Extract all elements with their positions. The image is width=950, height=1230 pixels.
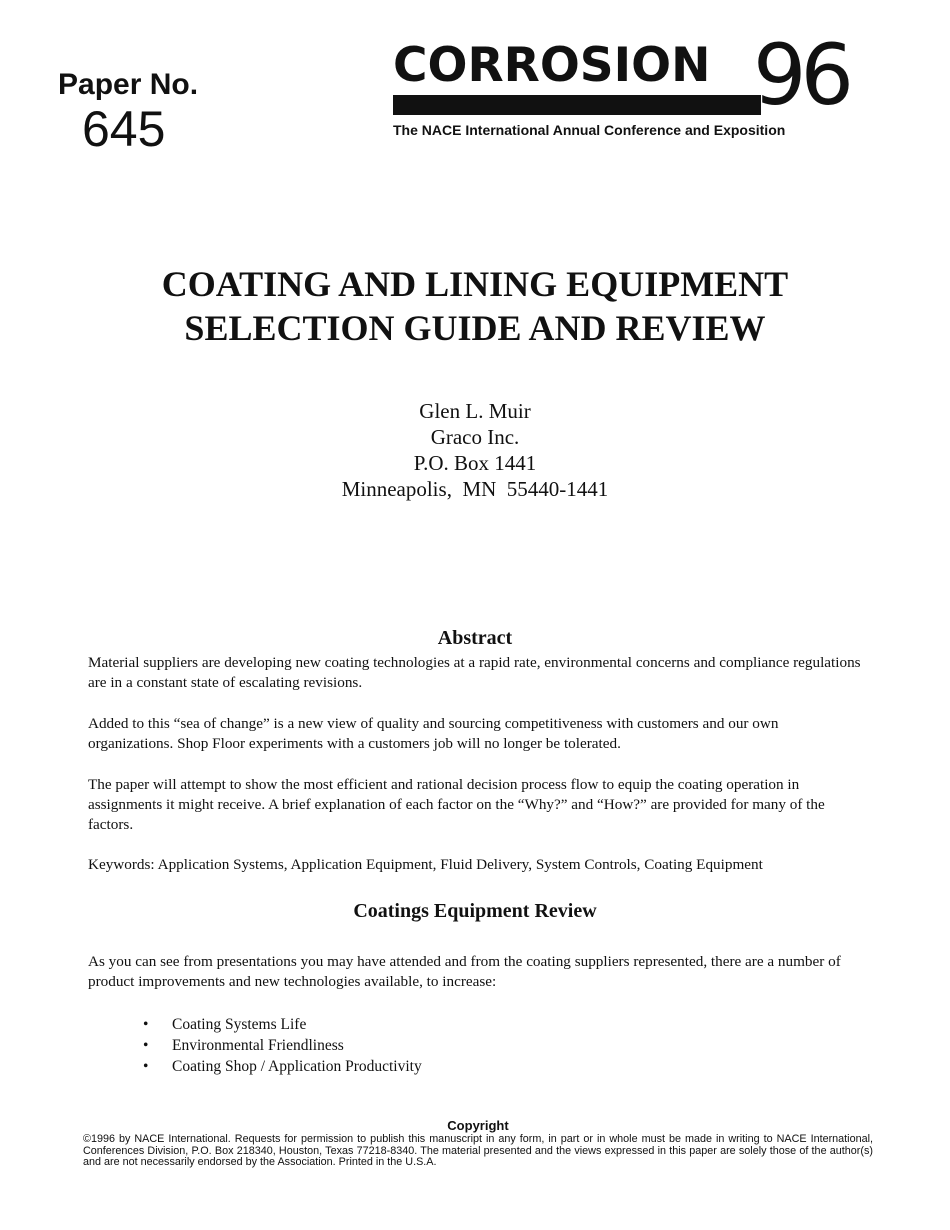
author-company: Graco Inc. xyxy=(430,425,520,449)
author-city: Minneapolis, MN 55440-1441 xyxy=(341,477,609,501)
bullet-icon: • xyxy=(143,1016,149,1033)
abstract-paragraph-3: The paper will attempt to show the most efficient and rational decision process flow to equip the coating operation in assignments it might receive. A brief explanation of each factor on the “Why?” and “How?” are provided for many of the factors. xyxy=(88,776,825,833)
review-heading: Coatings Equipment Review xyxy=(353,900,597,922)
bullet-icon: • xyxy=(143,1058,149,1075)
bullet-icon: • xyxy=(143,1037,149,1054)
keywords: Keywords: Application Systems, Application Equipment, Fluid Delivery, System Controls, Coating Equipment xyxy=(88,856,763,873)
paper-number: 645 xyxy=(82,101,166,157)
logo-year: 96 xyxy=(753,26,848,124)
review-intro: As you can see from presentations you may have attended and from the coating suppliers represented, there are a number of product improvements and new technologies available, to increase: xyxy=(88,953,841,990)
copyright-block xyxy=(83,1118,873,1169)
paper-label: Paper No. xyxy=(58,68,199,101)
title-line-2: SELECTION GUIDE AND REVIEW xyxy=(184,308,766,348)
abstract-paragraph-2: Added to this “sea of change” is a new view of quality and sourcing competitiveness with customers and our own organizations. Shop Floor experiments with a customers job will no longer be tolerated. xyxy=(88,715,779,752)
copyright-text: ©1996 by NACE International. Requests for permission to publish this manuscript in any form, in part or in whole must be made in writing to NACE International, Conferences Division, P.O. Box 218340, Houston, Texas 77218-8340. The material presented and the views expressed in this paper are solely those of the author(s) and are not necessarily endorsed by the Association. Printed in the U.S.A. xyxy=(83,1133,873,1168)
paper-number-block xyxy=(58,68,228,156)
logo-bar xyxy=(393,95,761,115)
paper-title xyxy=(0,262,950,350)
abstract-heading: Abstract xyxy=(437,627,513,649)
author-po-box: P.O. Box 1441 xyxy=(413,451,537,475)
corrosion-96-logo xyxy=(393,26,873,148)
author-block xyxy=(0,398,950,502)
logo-word: CORROSION xyxy=(393,38,711,93)
title-line-1: COATING AND LINING EQUIPMENT xyxy=(161,264,789,304)
list-item: • Coating Systems Life xyxy=(143,1016,307,1033)
list-item: • Coating Shop / Application Productivity xyxy=(143,1058,422,1075)
conference-line: The NACE International Annual Conference and Exposition xyxy=(393,122,786,138)
list-item: • Environmental Friendliness xyxy=(143,1037,344,1054)
author-name: Glen L. Muir xyxy=(419,399,531,423)
abstract-paragraph-1: Material suppliers are developing new coating technologies at a rapid rate, environmental concerns and compliance regulations are in a constant state of escalating revisions. xyxy=(88,654,861,691)
review-bullet-list xyxy=(143,1014,422,1077)
copyright-heading: Copyright xyxy=(447,1118,509,1133)
